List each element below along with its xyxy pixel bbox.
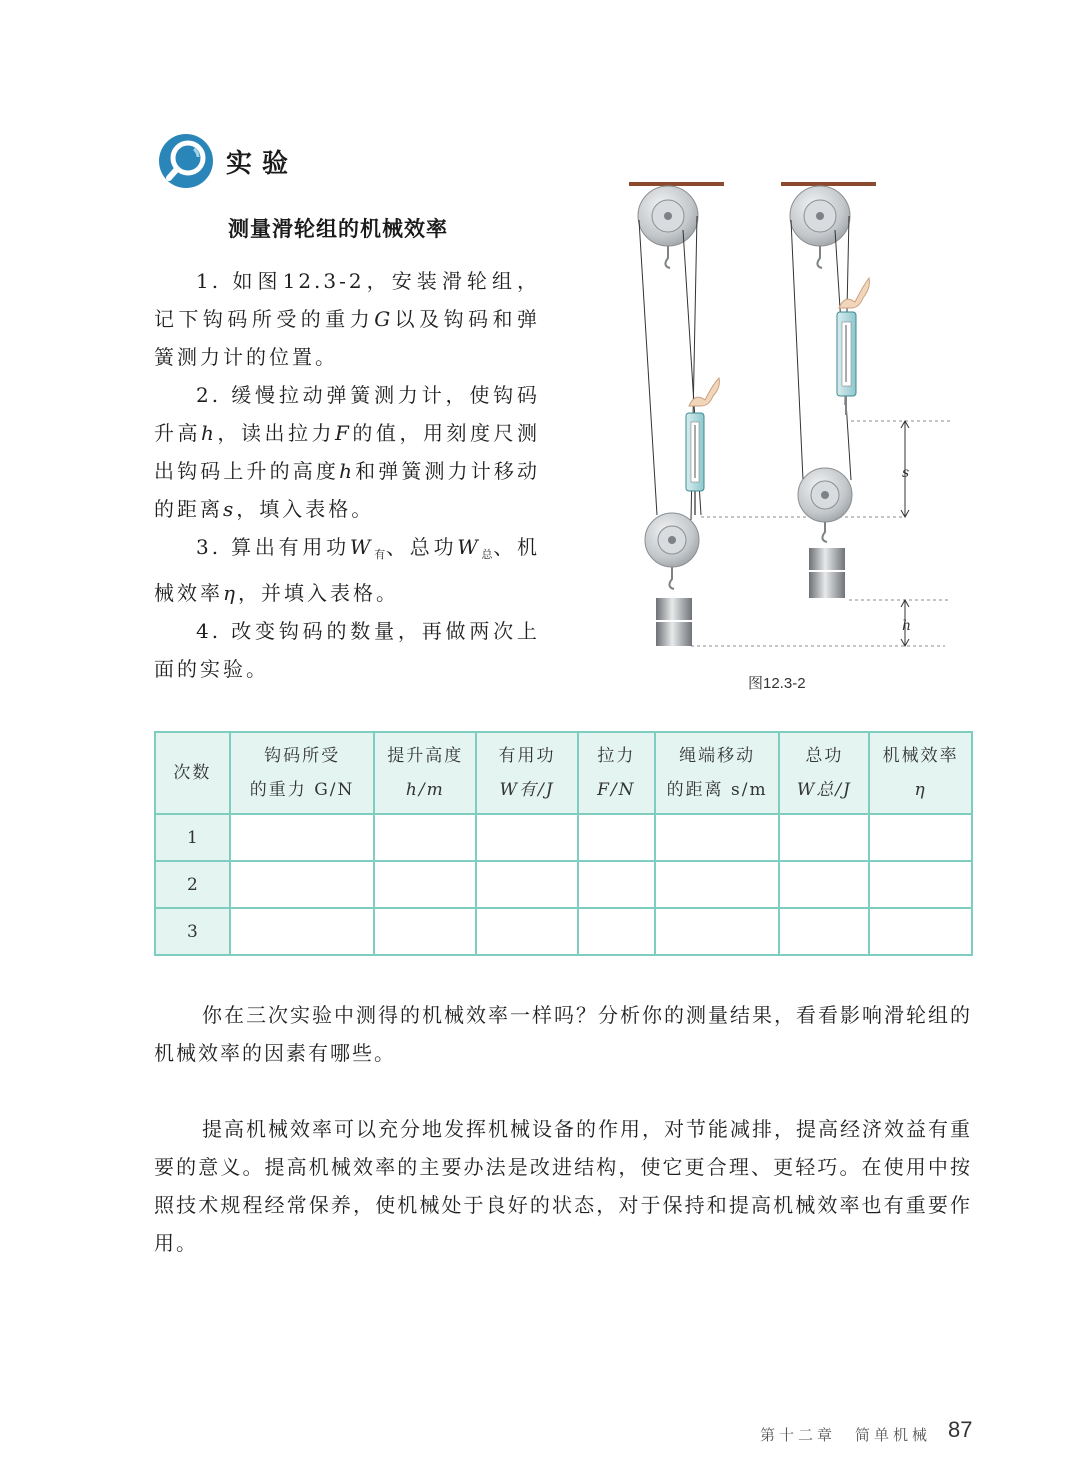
- table-row: [155, 908, 972, 955]
- table-row: [155, 814, 972, 861]
- row-number: 3: [155, 908, 230, 955]
- section-title: 实验: [226, 149, 299, 179]
- step-4: 4. 改变钩码的数量，再做两次上面的实验。: [154, 619, 540, 681]
- table-cell[interactable]: [476, 908, 578, 955]
- header-trial: 次数: [155, 732, 230, 814]
- step-2: 2. 缓慢拉动弹簧测力计，使钩码升高h，读出拉力F的值，用刻度尺测出钩码上升的高度h和弹簧测力计移动的距离s，填入表格。: [154, 383, 541, 521]
- header-total-work: 总功 W总/J: [779, 732, 869, 814]
- label-h: h: [902, 618, 912, 634]
- page-number: 87: [948, 1417, 973, 1442]
- table-cell[interactable]: [230, 908, 375, 955]
- question-paragraph: 你在三次实验中测得的机械效率一样吗？分析你的测量结果，看看影响滑轮组的机械效率的因素有哪些。: [154, 1003, 972, 1065]
- table-cell[interactable]: [869, 814, 972, 861]
- table-cell[interactable]: [779, 861, 869, 908]
- experiment-title: 测量滑轮组的机械效率: [228, 217, 448, 241]
- record-table: [154, 731, 973, 956]
- left-setup: [629, 182, 945, 646]
- table-cell[interactable]: [655, 814, 780, 861]
- experiment-magnifier-icon: [158, 133, 214, 189]
- table-cell[interactable]: [476, 814, 578, 861]
- step-3: 3. 算出有用功$W_有$、总功$W_总$、机械效率η，并填入表格。: [154, 535, 541, 605]
- table-cell[interactable]: [374, 908, 476, 955]
- table-cell[interactable]: [869, 861, 972, 908]
- row-number: 1: [155, 814, 230, 861]
- row-number: 2: [155, 861, 230, 908]
- table-cell[interactable]: [476, 861, 578, 908]
- table-cell[interactable]: [655, 908, 780, 955]
- efficiency-paragraph: 提高机械效率可以充分地发挥机械设备的作用，对节能减排，提高经济效益有重要的意义。提高机械效率的主要办法是改进结构，使它更合理、更轻巧。在使用中按照技术规程经常保养，使机械处于良好的状态，对于保持和提高机械效率也有重要作用。: [154, 1117, 972, 1255]
- header-efficiency: 机械效率 η: [869, 732, 972, 814]
- ceiling-beam: [629, 182, 724, 186]
- table-cell[interactable]: [655, 861, 780, 908]
- table-cell[interactable]: [779, 814, 869, 861]
- right-setup: [781, 182, 950, 600]
- table-cell[interactable]: [374, 814, 476, 861]
- header-pull-force: 拉力 F/N: [578, 732, 655, 814]
- dimension-markers: [901, 421, 911, 646]
- pulley-figure: [605, 170, 975, 670]
- footer-chapter: 第十二章 简单机械: [760, 1426, 932, 1444]
- table-cell[interactable]: [578, 814, 655, 861]
- steps-list: [154, 262, 540, 688]
- table-cell[interactable]: [869, 908, 972, 955]
- header-useful-work: 有用功 W有/J: [476, 732, 578, 814]
- table-cell[interactable]: [230, 861, 375, 908]
- header-rope-distance: 绳端移动 的距离 s/m: [655, 732, 780, 814]
- table-cell[interactable]: [578, 908, 655, 955]
- header-weight: 钩码所受 的重力 G/N: [230, 732, 375, 814]
- step-1: 1. 如图12.3-2，安装滑轮组，记下钩码所受的重力G以及钩码和弹簧测力计的位置。: [154, 269, 541, 369]
- header-height: 提升高度 h/m: [374, 732, 476, 814]
- table-row: [155, 861, 972, 908]
- weight: [656, 598, 692, 620]
- table-cell[interactable]: [578, 861, 655, 908]
- table-cell[interactable]: [374, 861, 476, 908]
- figure-caption: 图12.3-2: [748, 675, 806, 692]
- label-s: s: [902, 465, 910, 481]
- table-cell[interactable]: [779, 908, 869, 955]
- table-cell[interactable]: [230, 814, 375, 861]
